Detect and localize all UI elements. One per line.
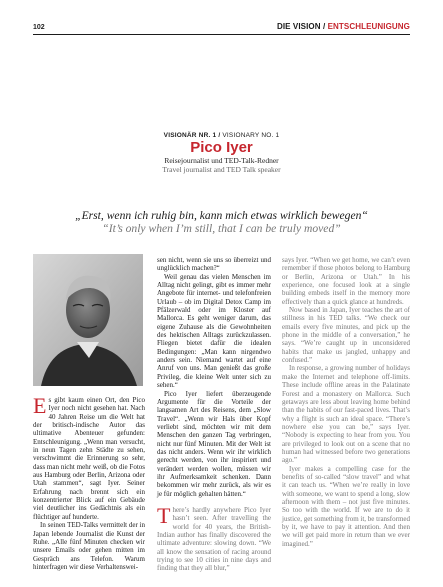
paragraph-text: here’s hardly anywhere Pico Iyer hasn’t seen. After travelling the world for 40 years, the British-Indian author has finally discovered the ultimate adventure: slowing down. “We all know the sensation of racing around trying to see 10 cities in nine days and finding that they all blur,” (157, 505, 271, 573)
kicker-de: VISIONÄR NR. 1 (163, 132, 217, 139)
section-title (277, 22, 410, 31)
paragraph: Weil genau das vielen Menschen im Alltag nicht gelingt, gibt es immer mehr Angebote für internet- und telefonfreien Urlaub – ob im Digital Detox Camp im Pfälzerwald oder im Kloster auf Mallorca. Es geht weniger darum, das eigene Zuhause als die Gewohnheiten des hektischen Alltags zurückzulassen. Fliegen bietet dafür die idealen Bedingungen: „Man kann nirgendwo anders sein. Niemand wartet auf eine Anruf von uns. Man genießt das große Privileg, die kleine Welt unter sich zu sehen.“ (157, 272, 271, 390)
paragraph: In seinen TED-Talks vermittelt der in Japan lebende Journalist die Kunst der Ruhe. „Alle fünf Minuten checken wir unsere Emails oder gehen mitten im Gespräch ans Telefon. Warum hinterfragen wir diese Verhaltenswei- (33, 521, 145, 571)
page-number: 102 (33, 24, 45, 31)
pull-quote (30, 209, 413, 235)
paragraph: In response, a growing number of holidays make the Internet and telephone off-limits. These include offline areas in the Palatinate Forest and a monastery on Mallorca. Such getaways are less about leaving home behind than the habits of our fast-paced lives. That’s why a flight is such an ideal space. “There’s nowhere else you can be,” says Iyer. “Nobody is expecting to hear from you. You are privileged to look out on a scene that no human had witnessed before two generations ago.” (282, 364, 410, 465)
person-name: Pico Iyer (190, 139, 253, 156)
page-header (0, 0, 443, 30)
paragraph-text: s gibt kaum einen Ort, den Pico Iyer noch nicht gesehen hat. Nach 40 Jahren Reise um die Welt hat der britisch-indische Autor das ultimative Abenteuer gefunden: Entschleunigung. „Wenn man versucht, in neun Tagen zehn Städte zu sehen, verschwimmt die Erinnerung so sehr, dass man nicht mehr weiß, ob die Fotos aus Hamburg oder Berlin, Arizona oder Utah stammen“, sagt Iyer. Seiner Erfahrung nach brennt sich ein konzentrierter Blick auf ein Gebäude viel deutlicher ins Gedächtnis als ein flüchtiger auf hunderte. (33, 396, 145, 521)
column-de-left (33, 393, 145, 571)
section-primary: DIE VISION (276, 22, 321, 31)
dropcap-en: T (157, 502, 171, 528)
paragraph: Iyer makes a compelling case for the benefits of so-called “slow travel” and what it can teach us. “When we’re really in love with someone, we want to spend a long, slow afternoon with them – not just five minutes. So too with the world. If we are to do it justice, get something from it, be transformed by it, we have to pay it attention. And then we will get paid more in return than we ever imagined.” (282, 464, 410, 548)
intro-block (0, 132, 443, 174)
quote-en: “It’s only when I’m still, that I can be truly moved” (102, 222, 341, 235)
paragraph (33, 393, 145, 521)
portrait-photo (33, 254, 143, 386)
section-separator: / (322, 22, 326, 31)
kicker-separator: / (218, 132, 221, 139)
role-en: Travel journalist and TED Talk speaker (162, 165, 281, 174)
column-en-right (282, 256, 410, 548)
paragraph: sen nicht, wenn sie uns so überreizt und unglücklich machen?“ (157, 256, 271, 273)
role-de: Reisejournalist und TED-Talk-Redner (164, 156, 279, 165)
column-mixed-middle (157, 256, 271, 573)
paragraph: Now based in Japan, Iyer teaches the art of stillness in his TED talks. “We check our emails every five minutes, and pick up the phone in the middle of a conversation,” he says. “We’re caught up in unconsidered habits that make us jangled, unhappy and confused.” (282, 306, 410, 365)
dropcap-de: E (33, 393, 47, 418)
paragraph: Pico Iyer liefert überzeugende Argumente für die Vorteile der langsamen Art des Reisens, dem „Slow Travel“. „Wenn wir Hals über Kopf verliebt sind, möchten wir mit dem Menschen den ganzen Tag verbringen, nicht nur fünf Minuten. Mit der Welt ist das nicht anders. Wenn wir ihr wirklich gerecht werden, von ihr inspiriert und verändert werden wollen, müssen wir ihr Aufmerksamkeit schenken. Dann bekommen wir mehr zurück, als wir es je für möglich gehalten hätten.“ (157, 389, 271, 498)
kicker-en: VISIONARY NO. 1 (222, 132, 280, 139)
paragraph: says Iyer. “When we get home, we can’t even remember if those photos belong to Hamburg or Berlin, Arizona or Utah.” In his experience, one focused look at a single building embeds itself in the memory more effectively than a quick glance at hundreds. (282, 256, 410, 306)
paragraph-en (157, 502, 271, 573)
kicker (0, 132, 443, 139)
header-rule (33, 34, 410, 35)
quote-de: „Erst, wenn ich ruhig bin, kann mich etwas wirklich bewegen“ (75, 209, 368, 222)
section-secondary: ENTSCHLEUNIGUNG (327, 22, 410, 31)
